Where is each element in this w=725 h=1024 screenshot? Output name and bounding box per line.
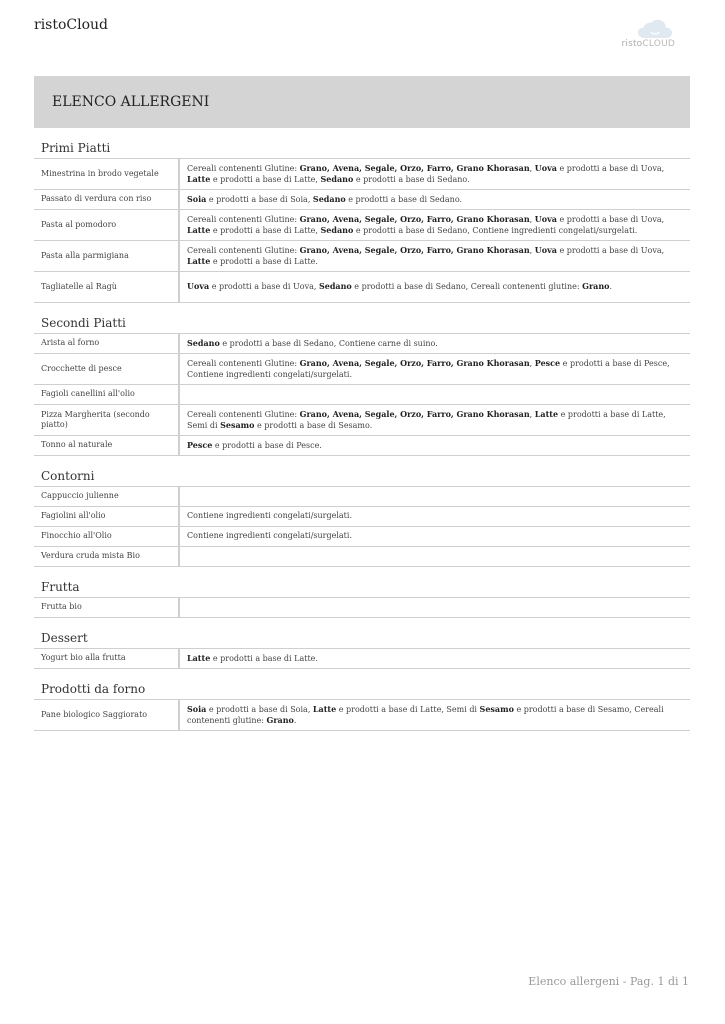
dish-name: Pane biologico Saggiorato (34, 700, 179, 731)
allergen-text: . (293, 716, 297, 725)
table-row (34, 385, 690, 405)
allergen-highlight: Latte (187, 652, 211, 663)
allergen-highlight: Uova (534, 244, 557, 255)
dish-name: Tagliatelle al Ragù (34, 272, 179, 303)
allergen-highlight: Sedano (187, 337, 220, 348)
allergen-text: e prodotti a base di Latte, Semi di (187, 409, 666, 430)
allergen-highlight: Pesce (187, 439, 213, 450)
allergen-table (34, 486, 690, 567)
allergen-text: e prodotti a base di Sedano, Contiene ingredienti congelati/surgelati. (353, 226, 638, 235)
allergen-highlight: Soia (187, 193, 207, 204)
allergen-highlight: Latte (187, 174, 211, 184)
dish-name: Crocchette di pesce (34, 354, 179, 385)
page-title-bar (34, 76, 690, 128)
table-row (34, 272, 690, 303)
allergen-text: e prodotti a base di Pesce, Contiene ingredienti congelati/surgelati. (187, 359, 670, 379)
allergen-highlight: Sesamo (479, 703, 514, 714)
allergen-description (179, 527, 690, 547)
allergen-highlight: Sedano (320, 225, 354, 235)
allergen-text: e prodotti a base di Sedano. (353, 175, 470, 184)
allergen-highlight: Grano, Avena, Segale, Orzo, Farro, Grano Khorasan (299, 244, 530, 255)
dish-name: Cappuccio julienne (34, 487, 179, 507)
table-row (34, 241, 690, 272)
table-row (34, 210, 690, 241)
page-title: ELENCO ALLERGENI (52, 94, 210, 110)
allergen-text: , (529, 409, 535, 419)
allergen-text: , (529, 163, 535, 173)
allergen-highlight: Latte (534, 408, 559, 419)
dish-name: Tonno al naturale (34, 436, 179, 456)
table-row (34, 598, 690, 618)
allergen-highlight: Latte (187, 225, 211, 235)
brand-name: ristoCloud (34, 17, 109, 33)
allergen-highlight: Soia (187, 703, 207, 714)
allergen-description (179, 436, 690, 456)
allergen-description (179, 598, 690, 618)
ristocloud-logo (623, 19, 675, 53)
allergen-text: e prodotti a base di Sedano, Cereali contenenti glutine: (351, 282, 583, 292)
dish-name: Yogurt bio alla frutta (34, 649, 179, 669)
allergen-description (179, 272, 690, 303)
dish-name: Verdura cruda mista Bio (34, 547, 179, 567)
dish-name: Arista al forno (34, 334, 179, 354)
cloud-icon (637, 19, 673, 39)
allergen-highlight: Grano, Avena, Segale, Orzo, Farro, Grano Khorasan (299, 408, 530, 419)
allergen-highlight: Sedano (318, 281, 352, 292)
allergen-text: e prodotti a base di Latte, (210, 175, 321, 184)
logo-wordmark: ristoCLOUD (621, 39, 675, 49)
section-title: Secondi Piatti (41, 316, 126, 330)
allergen-text: Cereali contenenti Glutine: (187, 409, 300, 419)
allergen-text: e prodotti a base di Uova, (556, 163, 665, 173)
allergen-text: Contiene ingredienti congelati/surgelati. (187, 511, 352, 521)
allergen-text: e prodotti a base di Sedano, Contiene carne di suino. (219, 338, 438, 348)
allergen-text: Cereali contenenti Glutine: (187, 245, 300, 255)
dish-name: Fagiolini all'olio (34, 507, 179, 527)
allergen-highlight: Uova (534, 213, 557, 224)
allergen-text: Cereali contenenti Glutine: (187, 359, 300, 368)
dish-name: Frutta bio (34, 598, 179, 618)
allergen-description (179, 405, 690, 436)
allergen-text: e prodotti a base di Latte, (210, 226, 321, 235)
allergen-table (34, 333, 690, 456)
allergen-highlight: Latte (187, 256, 211, 266)
table-row (34, 354, 690, 385)
allergen-text: . (609, 282, 613, 292)
allergen-highlight: Grano, Avena, Segale, Orzo, Farro, Grano Khorasan (299, 358, 530, 368)
section (34, 315, 690, 456)
allergen-description (179, 354, 690, 385)
table-row (34, 700, 690, 731)
section-title: Primi Piatti (41, 141, 111, 155)
allergen-list (34, 140, 690, 743)
allergen-description (179, 385, 690, 405)
allergen-highlight: Sedano (320, 174, 354, 184)
dish-name: Fagioli canellini all'olio (34, 385, 179, 405)
dish-name: Pasta al pomodoro (34, 210, 179, 241)
allergen-description (179, 159, 690, 190)
allergen-highlight: Sesamo (220, 420, 255, 430)
section (34, 579, 690, 618)
section (34, 140, 690, 303)
allergen-description (179, 241, 690, 272)
allergen-highlight: Uova (187, 281, 210, 292)
page-footer: Elenco allergeni - Pag. 1 di 1 (528, 975, 689, 988)
allergen-text: e prodotti a base di Soia, (206, 194, 313, 204)
table-row (34, 190, 690, 210)
allergen-text: e prodotti a base di Sedano. (345, 194, 463, 204)
allergen-text: e prodotti a base di Sesamo, Cereali contenenti glutine: (187, 704, 664, 725)
section-title: Frutta (41, 580, 80, 594)
allergen-text: e prodotti a base di Uova, (556, 214, 665, 224)
allergen-highlight: Grano, Avena, Segale, Orzo, Farro, Grano Khorasan (299, 213, 530, 224)
allergen-highlight: Grano (266, 715, 294, 725)
allergen-description (179, 190, 690, 210)
allergen-text: , (529, 245, 535, 255)
allergen-table (34, 699, 690, 731)
allergen-description (179, 649, 690, 669)
allergen-text: e prodotti a base di Latte, Semi di (336, 704, 480, 714)
section (34, 468, 690, 567)
allergen-highlight: Latte (312, 703, 337, 714)
section-title: Dessert (41, 631, 88, 645)
section (34, 681, 690, 731)
allergen-description (179, 507, 690, 527)
dish-name: Pizza Margherita (secondo piatto) (34, 405, 179, 436)
allergen-text: , (529, 359, 535, 368)
table-row (34, 334, 690, 354)
allergen-highlight: Sedano (312, 193, 346, 204)
allergen-text: Contiene ingredienti congelati/surgelati. (187, 531, 352, 541)
dish-name: Passato di verdura con riso (34, 190, 179, 210)
table-row (34, 527, 690, 547)
allergen-table (34, 597, 690, 618)
allergen-description (179, 210, 690, 241)
dish-name: Minestrina in brodo vegetale (34, 159, 179, 190)
allergen-text: , (529, 214, 535, 224)
table-row (34, 649, 690, 669)
allergen-text: e prodotti a base di Latte. (210, 257, 318, 266)
allergen-text: e prodotti a base di Uova, (556, 245, 665, 255)
allergen-table (34, 648, 690, 669)
allergen-description (179, 334, 690, 354)
allergen-text: Cereali contenenti Glutine: (187, 214, 300, 224)
allergen-text: Cereali contenenti Glutine: (187, 163, 300, 173)
table-row (34, 507, 690, 527)
table-row (34, 436, 690, 456)
allergen-description (179, 547, 690, 567)
allergen-text: e prodotti a base di Pesce. (212, 440, 322, 450)
table-row (34, 487, 690, 507)
dish-name: Finocchio all'Olio (34, 527, 179, 547)
allergen-text: e prodotti a base di Latte. (210, 653, 318, 663)
allergen-text: e prodotti a base di Soia, (206, 704, 313, 714)
allergen-description (179, 487, 690, 507)
table-row (34, 405, 690, 436)
allergen-table (34, 158, 690, 303)
dish-name: Pasta alla parmigiana (34, 241, 179, 272)
section-title: Contorni (41, 469, 95, 483)
section (34, 630, 690, 669)
allergen-highlight: Pesce (534, 358, 561, 368)
allergen-highlight: Uova (534, 162, 557, 173)
table-row (34, 159, 690, 190)
allergen-text: e prodotti a base di Uova, (209, 282, 319, 292)
allergen-text: e prodotti a base di Sesamo. (254, 421, 373, 430)
table-row (34, 547, 690, 567)
allergen-highlight: Grano, Avena, Segale, Orzo, Farro, Grano Khorasan (299, 162, 530, 173)
allergen-description (179, 700, 690, 731)
section-title: Prodotti da forno (41, 682, 146, 696)
allergen-highlight: Grano (582, 281, 610, 292)
